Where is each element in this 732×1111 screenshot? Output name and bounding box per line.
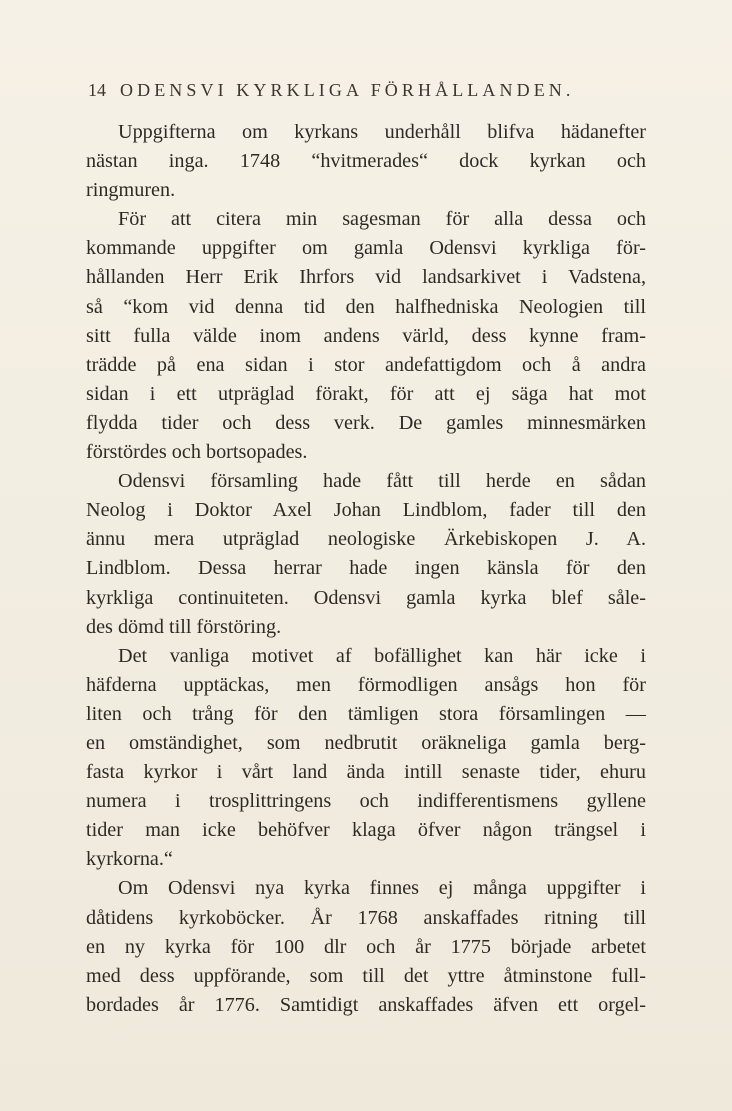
text-line: ringmuren. [86, 179, 176, 202]
text-line: des dömd till förstöring. [86, 615, 282, 638]
text-line: kyrkliga continuiteten. Odensvi gamla kyrka blef såle- [86, 586, 646, 609]
text-line: flydda tider och dess verk. De gamles minnesmärken [86, 411, 646, 434]
text-line: kommande uppgifter om gamla Odensvi kyrkliga för- [86, 237, 646, 260]
text-line: hållanden Herr Erik Ihrfors vid landsarkivet i Vadstena, [86, 266, 646, 289]
text-line: en omständighet, som nedbrutit oräkneliga gamla berg- [86, 731, 646, 754]
text-line: liten och trång för den tämligen stora församlingen — [86, 702, 646, 725]
text-line: dåtidens kyrkoböcker. År 1768 anskaffades ritning till [86, 906, 646, 929]
running-head [88, 80, 648, 101]
text-line: För att citera min sagesman för alla dessa och [118, 208, 646, 231]
text-line: trädde på ena sidan i stor andefattigdom och å andra [86, 353, 646, 376]
text-line: kyrkorna.“ [86, 848, 173, 871]
text-line: sidan i ett utpräglad förakt, för att ej säga hat mot [86, 382, 646, 405]
text-line: tider man icke behöfver klaga öfver någon trängsel i [86, 819, 646, 842]
text-line: bordades år 1776. Samtidigt anskaffades äfven ett orgel- [86, 993, 646, 1016]
text-line: Uppgifterna om kyrkans underhåll blifva hädanefter [118, 121, 646, 143]
text-line: numera i trosplittringens och indifferentismens gyllene [86, 790, 646, 813]
body-text [86, 118, 646, 1020]
text-line: häfderna upptäckas, men förmodligen ansågs hon för [86, 673, 646, 696]
text-line: Lindblom. Dessa herrar hade ingen känsla för den [86, 557, 646, 580]
text-line: en ny kyrka för 100 dlr och år 1775 började arbetet [86, 935, 646, 958]
page-number: 14 [88, 80, 106, 100]
text-line: Neolog i Doktor Axel Johan Lindblom, fader till den [86, 499, 646, 522]
text-line: Det vanliga motivet af bofällighet kan här icke i [118, 644, 646, 667]
text-line: Om Odensvi nya kyrka finnes ej många uppgifter i [118, 877, 646, 900]
text-line: fasta kyrkor i vårt land ända intill senaste tider, ehuru [86, 761, 646, 784]
text-line: så “kom vid denna tid den halfhedniska Neologien till [86, 295, 646, 318]
text-line: ännu mera utpräglad neologiske Ärkebiskopen J. A. [86, 528, 646, 551]
text-line: nästan inga. 1748 “hvitmerades“ dock kyrkan och [86, 150, 646, 173]
text-line: Odensvi församling hade fått till herde en sådan [118, 470, 646, 493]
text-line: förstördes och bortsopades. [86, 441, 308, 464]
text-line: sitt fulla välde inom andens värld, dess kynne fram- [86, 324, 646, 347]
text-line: med dess uppförande, som till det yttre åtminstone full- [86, 964, 646, 987]
running-title: ODENSVI KYRKLIGA FÖRHÅLLANDEN. [120, 80, 575, 100]
